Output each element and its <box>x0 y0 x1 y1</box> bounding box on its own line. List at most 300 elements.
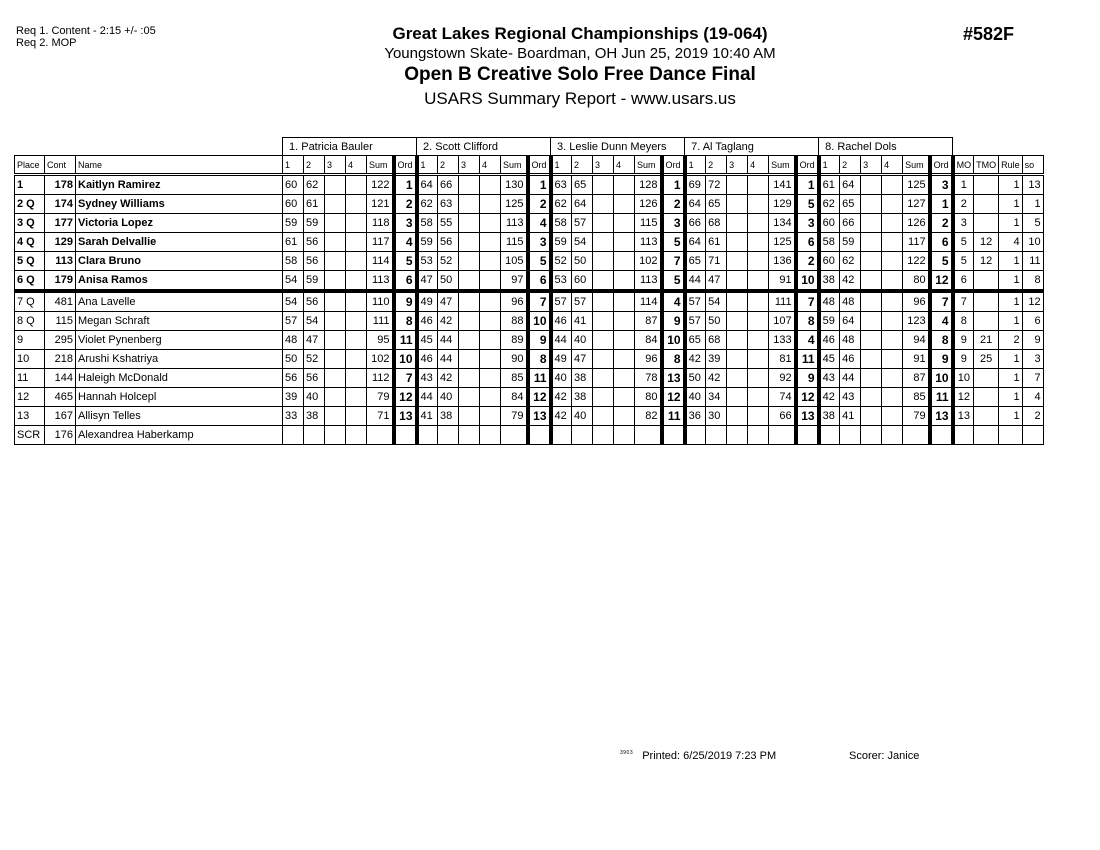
place-cell: 5 Q <box>15 252 45 271</box>
ordinal-cell: 3 <box>662 214 685 233</box>
score-4-cell <box>748 426 769 445</box>
ordinal-cell: 6 <box>930 233 953 252</box>
score-2-cell: 40 <box>572 331 593 350</box>
sum-cell <box>501 426 528 445</box>
tmo-cell: 25 <box>974 350 999 369</box>
col-judge-4: 4 <box>882 156 903 175</box>
score-2-cell: 39 <box>706 350 727 369</box>
sum-cell: 125 <box>769 233 796 252</box>
tmo-cell <box>974 214 999 233</box>
score-1-cell: 66 <box>685 214 706 233</box>
col-judge-1: 1 <box>283 156 304 175</box>
score-1-cell: 57 <box>551 291 572 312</box>
score-1-cell: 60 <box>283 175 304 195</box>
sum-cell: 79 <box>367 388 394 407</box>
judge-name: 2. Scott Clifford <box>417 138 551 156</box>
score-1-cell: 36 <box>685 407 706 426</box>
col-judge-4: 4 <box>748 156 769 175</box>
score-3-cell <box>459 407 480 426</box>
tmo-cell <box>974 271 999 292</box>
sum-cell: 125 <box>903 175 930 195</box>
contestant-number-cell: 115 <box>45 312 76 331</box>
ordinal-cell: 5 <box>796 195 819 214</box>
score-3-cell <box>325 175 346 195</box>
score-4-cell <box>748 175 769 195</box>
score-3-cell <box>861 388 882 407</box>
ordinal-cell: 10 <box>662 331 685 350</box>
sum-cell: 88 <box>501 312 528 331</box>
contestant-number-cell: 218 <box>45 350 76 369</box>
score-3-cell <box>593 407 614 426</box>
contestant-number-cell: 167 <box>45 407 76 426</box>
sum-cell: 74 <box>769 388 796 407</box>
ordinal-cell <box>796 426 819 445</box>
score-1-cell: 60 <box>819 252 840 271</box>
score-1-cell: 62 <box>551 195 572 214</box>
score-3-cell <box>593 233 614 252</box>
col-judge-4: 4 <box>614 156 635 175</box>
contestant-number-cell: 178 <box>45 175 76 195</box>
score-1-cell: 59 <box>417 233 438 252</box>
rule-cell: 1 <box>999 252 1023 271</box>
col-judge-sum: Sum <box>903 156 930 175</box>
sum-cell: 115 <box>635 214 662 233</box>
score-4-cell <box>346 407 367 426</box>
ordinal-cell: 4 <box>796 331 819 350</box>
score-2-cell: 48 <box>840 331 861 350</box>
ordinal-cell: 4 <box>528 214 551 233</box>
score-4-cell <box>614 312 635 331</box>
score-4-cell <box>346 233 367 252</box>
col-judge-1: 1 <box>819 156 840 175</box>
ordinal-cell <box>930 426 953 445</box>
score-4-cell <box>882 312 903 331</box>
score-2-cell: 59 <box>304 214 325 233</box>
col-judge-ord: Ord <box>528 156 551 175</box>
sum-cell: 66 <box>769 407 796 426</box>
sum-cell: 134 <box>769 214 796 233</box>
score-3-cell <box>861 312 882 331</box>
score-4-cell <box>614 195 635 214</box>
mo-cell: 9 <box>953 350 974 369</box>
ordinal-cell <box>394 426 417 445</box>
score-4-cell <box>346 291 367 312</box>
score-1-cell: 44 <box>685 271 706 292</box>
score-2-cell: 64 <box>572 195 593 214</box>
requirement-2: Req 2. MOP <box>16 37 77 49</box>
score-2-cell: 40 <box>572 407 593 426</box>
so-cell: 10 <box>1022 233 1043 252</box>
judge-name: 8. Rachel Dols <box>819 138 953 156</box>
score-2-cell: 54 <box>304 312 325 331</box>
score-1-cell: 57 <box>685 312 706 331</box>
sum-cell: 96 <box>635 350 662 369</box>
score-2-cell: 47 <box>304 331 325 350</box>
score-2-cell: 71 <box>706 252 727 271</box>
col-place: Place <box>15 156 45 175</box>
score-3-cell <box>325 233 346 252</box>
ordinal-cell: 2 <box>662 195 685 214</box>
score-4-cell <box>882 369 903 388</box>
col-judge-3: 3 <box>727 156 748 175</box>
score-1-cell: 49 <box>417 291 438 312</box>
ordinal-cell: 7 <box>528 291 551 312</box>
ordinal-cell: 10 <box>796 271 819 292</box>
tmo-cell <box>974 388 999 407</box>
ordinal-cell: 3 <box>796 214 819 233</box>
score-3-cell <box>861 426 882 445</box>
sum-cell: 87 <box>903 369 930 388</box>
score-1-cell: 59 <box>551 233 572 252</box>
score-2-cell: 59 <box>304 271 325 292</box>
ordinal-cell: 7 <box>394 369 417 388</box>
score-4-cell <box>480 175 501 195</box>
score-2-cell: 64 <box>840 312 861 331</box>
spacer <box>15 138 283 156</box>
score-3-cell <box>727 195 748 214</box>
score-4-cell <box>748 388 769 407</box>
score-3-cell <box>325 369 346 388</box>
score-1-cell: 48 <box>283 331 304 350</box>
col-judge-ord: Ord <box>662 156 685 175</box>
score-1-cell: 65 <box>685 252 706 271</box>
score-4-cell <box>480 233 501 252</box>
tmo-cell <box>974 175 999 195</box>
sum-cell: 113 <box>635 233 662 252</box>
score-3-cell <box>727 331 748 350</box>
score-3-cell <box>459 291 480 312</box>
score-2-cell: 68 <box>706 214 727 233</box>
ordinal-cell: 4 <box>930 312 953 331</box>
score-2-cell: 42 <box>438 369 459 388</box>
ordinal-cell: 6 <box>394 271 417 292</box>
score-1-cell <box>685 426 706 445</box>
score-4-cell <box>882 252 903 271</box>
score-3-cell <box>727 426 748 445</box>
score-3-cell <box>727 407 748 426</box>
ordinal-cell: 10 <box>528 312 551 331</box>
place-cell: 4 Q <box>15 233 45 252</box>
score-4-cell <box>480 214 501 233</box>
ordinal-cell: 5 <box>528 252 551 271</box>
score-1-cell: 58 <box>819 233 840 252</box>
sum-cell: 133 <box>769 331 796 350</box>
ordinal-cell: 5 <box>930 252 953 271</box>
score-4-cell <box>480 291 501 312</box>
score-1-cell <box>417 426 438 445</box>
score-4-cell <box>614 369 635 388</box>
score-1-cell: 65 <box>685 331 706 350</box>
score-4-cell <box>748 331 769 350</box>
score-3-cell <box>861 271 882 292</box>
score-4-cell <box>614 407 635 426</box>
ordinal-cell: 9 <box>528 331 551 350</box>
col-judge-sum: Sum <box>769 156 796 175</box>
sum-cell: 118 <box>367 214 394 233</box>
sum-cell: 81 <box>769 350 796 369</box>
rule-cell: 1 <box>999 350 1023 369</box>
sum-cell: 94 <box>903 331 930 350</box>
score-2-cell: 64 <box>840 175 861 195</box>
skater-name-cell: Arushi Kshatriya <box>76 350 283 369</box>
score-4-cell <box>882 271 903 292</box>
score-4-cell <box>480 331 501 350</box>
rule-cell: 1 <box>999 195 1023 214</box>
ordinal-cell: 1 <box>796 175 819 195</box>
ordinal-cell: 12 <box>394 388 417 407</box>
score-1-cell: 38 <box>819 407 840 426</box>
sum-cell: 112 <box>367 369 394 388</box>
col-judge-1: 1 <box>551 156 572 175</box>
score-3-cell <box>325 214 346 233</box>
score-1-cell: 63 <box>551 175 572 195</box>
sum-cell: 113 <box>367 271 394 292</box>
score-4-cell <box>614 350 635 369</box>
ordinal-cell: 13 <box>930 407 953 426</box>
ordinal-cell: 12 <box>930 271 953 292</box>
score-2-cell: 48 <box>840 291 861 312</box>
table-row <box>15 271 1044 292</box>
sum-cell <box>769 426 796 445</box>
ordinal-cell: 1 <box>662 175 685 195</box>
score-2-cell: 57 <box>572 291 593 312</box>
score-1-cell: 64 <box>685 195 706 214</box>
score-4-cell <box>480 388 501 407</box>
score-1-cell: 59 <box>283 214 304 233</box>
score-4-cell <box>748 233 769 252</box>
score-2-cell: 41 <box>840 407 861 426</box>
place-cell: SCR <box>15 426 45 445</box>
score-4-cell <box>882 331 903 350</box>
score-4-cell <box>614 271 635 292</box>
ordinal-cell: 7 <box>930 291 953 312</box>
col-judge-2: 2 <box>840 156 861 175</box>
mo-cell: 1 <box>953 175 974 195</box>
score-4-cell <box>614 426 635 445</box>
mo-cell: 8 <box>953 312 974 331</box>
tmo-cell: 12 <box>974 233 999 252</box>
col-judge-sum: Sum <box>501 156 528 175</box>
score-3-cell <box>325 350 346 369</box>
score-4-cell <box>614 175 635 195</box>
score-2-cell: 56 <box>438 233 459 252</box>
score-1-cell: 46 <box>417 350 438 369</box>
mo-cell <box>953 426 974 445</box>
ordinal-cell: 2 <box>394 195 417 214</box>
score-2-cell: 63 <box>438 195 459 214</box>
ordinal-cell: 5 <box>662 271 685 292</box>
ordinal-cell: 11 <box>394 331 417 350</box>
score-3-cell <box>593 195 614 214</box>
score-1-cell <box>283 426 304 445</box>
col-judge-4: 4 <box>480 156 501 175</box>
sum-cell: 114 <box>635 291 662 312</box>
score-2-cell: 42 <box>706 369 727 388</box>
score-2-cell: 66 <box>840 214 861 233</box>
ordinal-cell: 2 <box>528 195 551 214</box>
ordinal-cell: 8 <box>796 312 819 331</box>
sum-cell: 80 <box>903 271 930 292</box>
score-4-cell <box>346 252 367 271</box>
score-3-cell <box>861 407 882 426</box>
sum-cell: 122 <box>367 175 394 195</box>
score-2-cell: 56 <box>304 369 325 388</box>
skater-name-cell: Alexandrea Haberkamp <box>76 426 283 445</box>
ordinal-cell: 13 <box>796 407 819 426</box>
score-1-cell: 61 <box>819 175 840 195</box>
score-1-cell: 43 <box>417 369 438 388</box>
score-3-cell <box>593 369 614 388</box>
rule-cell: 1 <box>999 271 1023 292</box>
score-1-cell: 46 <box>417 312 438 331</box>
mo-cell: 13 <box>953 407 974 426</box>
judge-name: 3. Leslie Dunn Meyers <box>551 138 685 156</box>
score-3-cell <box>325 426 346 445</box>
score-2-cell: 56 <box>304 233 325 252</box>
contestant-number-cell: 481 <box>45 291 76 312</box>
score-4-cell <box>748 350 769 369</box>
so-cell: 9 <box>1022 331 1043 350</box>
score-1-cell: 50 <box>685 369 706 388</box>
col-judge-sum: Sum <box>635 156 662 175</box>
place-cell: 11 <box>15 369 45 388</box>
contestant-number-cell: 129 <box>45 233 76 252</box>
ordinal-cell <box>528 426 551 445</box>
score-3-cell <box>861 331 882 350</box>
score-2-cell: 61 <box>706 233 727 252</box>
ordinal-cell: 9 <box>394 291 417 312</box>
so-cell: 11 <box>1022 252 1043 271</box>
score-4-cell <box>614 331 635 350</box>
score-2-cell: 44 <box>840 369 861 388</box>
so-cell: 6 <box>1022 312 1043 331</box>
skater-name-cell: Haleigh McDonald <box>76 369 283 388</box>
sum-cell: 141 <box>769 175 796 195</box>
ordinal-cell: 3 <box>528 233 551 252</box>
skater-name-cell: Kaitlyn Ramirez <box>76 175 283 195</box>
score-2-cell: 52 <box>304 350 325 369</box>
place-cell: 3 Q <box>15 214 45 233</box>
score-3-cell <box>325 252 346 271</box>
rule-cell: 2 <box>999 331 1023 350</box>
score-1-cell: 58 <box>283 252 304 271</box>
score-1-cell: 64 <box>417 175 438 195</box>
score-3-cell <box>593 312 614 331</box>
skater-name-cell: Sydney Williams <box>76 195 283 214</box>
sum-cell: 107 <box>769 312 796 331</box>
score-2-cell: 52 <box>438 252 459 271</box>
ordinal-cell: 11 <box>930 388 953 407</box>
sum-cell: 85 <box>501 369 528 388</box>
score-1-cell: 33 <box>283 407 304 426</box>
rule-cell: 1 <box>999 175 1023 195</box>
venue-date-line: Youngstown Skate- Boardman, OH Jun 25, 2019 10:40 AM <box>384 45 776 62</box>
score-4-cell <box>614 233 635 252</box>
score-4-cell <box>748 369 769 388</box>
score-3-cell <box>861 233 882 252</box>
ordinal-cell: 2 <box>930 214 953 233</box>
contestant-number-cell: 465 <box>45 388 76 407</box>
place-cell: 10 <box>15 350 45 369</box>
score-1-cell: 54 <box>283 291 304 312</box>
score-1-cell: 48 <box>819 291 840 312</box>
sum-cell: 91 <box>769 271 796 292</box>
skater-name-cell: Sarah Delvallie <box>76 233 283 252</box>
so-cell: 7 <box>1022 369 1043 388</box>
mo-cell: 5 <box>953 233 974 252</box>
table-row <box>15 175 1044 195</box>
col-judge-2: 2 <box>438 156 459 175</box>
col-tmo: TMO <box>974 156 999 175</box>
score-3-cell <box>727 350 748 369</box>
score-3-cell <box>593 291 614 312</box>
score-4-cell <box>614 252 635 271</box>
sum-cell: 111 <box>769 291 796 312</box>
ordinal-cell: 12 <box>796 388 819 407</box>
table-row <box>15 350 1044 369</box>
ordinal-cell: 11 <box>796 350 819 369</box>
score-3-cell <box>727 369 748 388</box>
ordinal-cell: 11 <box>662 407 685 426</box>
score-4-cell <box>748 291 769 312</box>
mo-cell: 5 <box>953 252 974 271</box>
place-cell: 7 Q <box>15 291 45 312</box>
table-row <box>15 331 1044 350</box>
score-4-cell <box>882 407 903 426</box>
col-cont: Cont <box>45 156 76 175</box>
col-judge-2: 2 <box>572 156 593 175</box>
score-2-cell: 50 <box>706 312 727 331</box>
skater-name-cell: Clara Bruno <box>76 252 283 271</box>
sum-cell: 96 <box>903 291 930 312</box>
so-cell: 5 <box>1022 214 1043 233</box>
rule-cell: 1 <box>999 291 1023 312</box>
sum-cell: 123 <box>903 312 930 331</box>
score-2-cell: 40 <box>304 388 325 407</box>
score-3-cell <box>459 252 480 271</box>
mo-cell: 9 <box>953 331 974 350</box>
tmo-cell <box>974 291 999 312</box>
table-row <box>15 312 1044 331</box>
score-4-cell <box>346 350 367 369</box>
score-1-cell: 44 <box>417 388 438 407</box>
score-4-cell <box>882 350 903 369</box>
score-1-cell: 46 <box>819 331 840 350</box>
col-judge-4: 4 <box>346 156 367 175</box>
score-3-cell <box>861 350 882 369</box>
score-3-cell <box>727 175 748 195</box>
score-1-cell: 45 <box>819 350 840 369</box>
place-cell: 8 Q <box>15 312 45 331</box>
sum-cell <box>903 426 930 445</box>
sum-cell: 92 <box>769 369 796 388</box>
col-judge-3: 3 <box>325 156 346 175</box>
sum-cell: 90 <box>501 350 528 369</box>
score-2-cell: 56 <box>304 291 325 312</box>
place-cell: 9 <box>15 331 45 350</box>
col-name: Name <box>76 156 283 175</box>
score-4-cell <box>346 369 367 388</box>
score-1-cell: 42 <box>685 350 706 369</box>
score-3-cell <box>861 214 882 233</box>
score-1-cell: 46 <box>551 312 572 331</box>
mo-cell: 3 <box>953 214 974 233</box>
rule-cell <box>999 426 1023 445</box>
tmo-cell <box>974 369 999 388</box>
score-4-cell <box>882 195 903 214</box>
score-2-cell: 65 <box>840 195 861 214</box>
mo-cell: 6 <box>953 271 974 292</box>
